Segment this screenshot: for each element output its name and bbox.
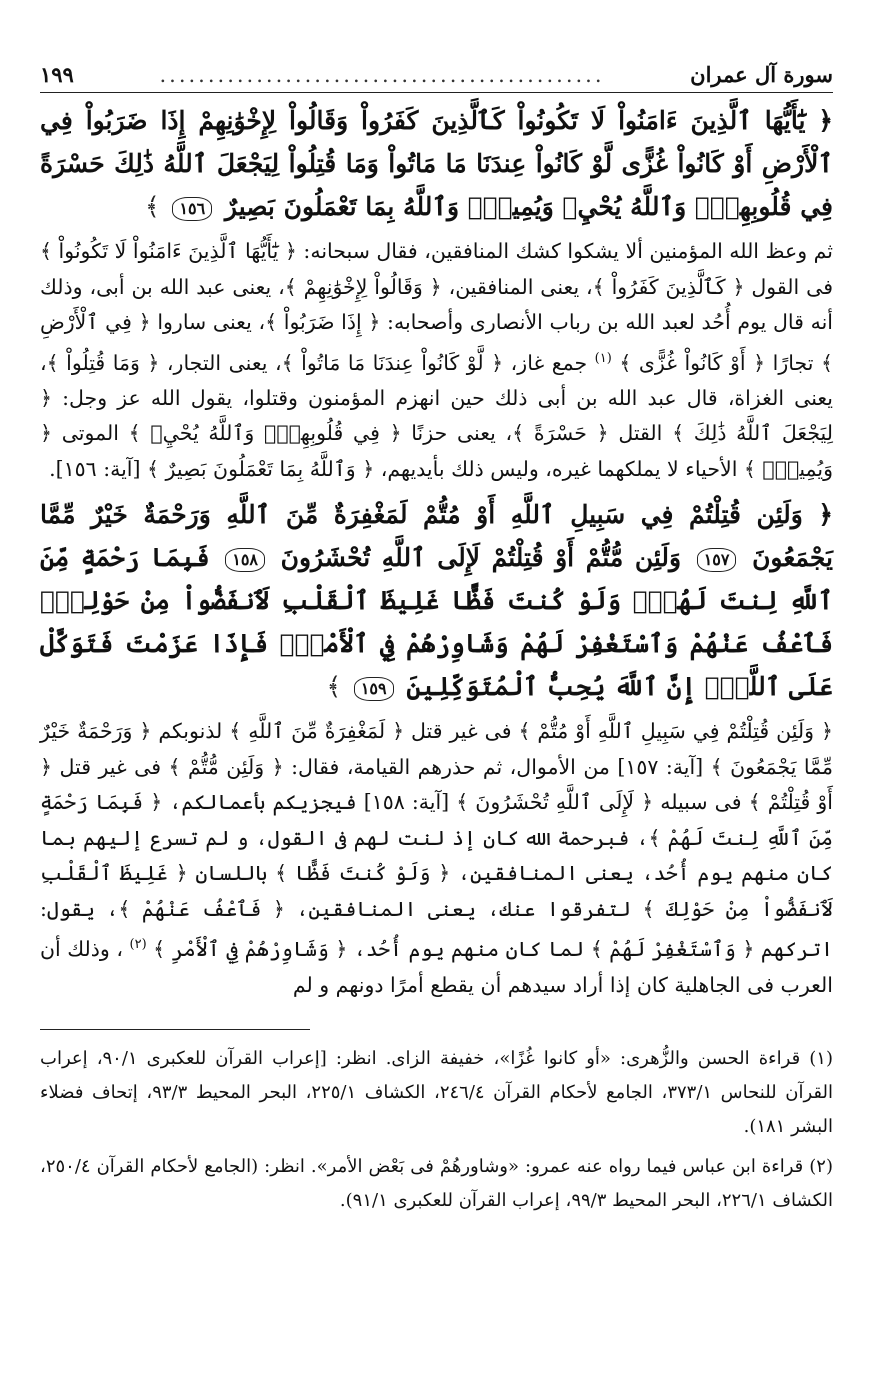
footnote-marker-2: (٢) — [129, 937, 147, 953]
quran-verse-156 — [40, 99, 833, 228]
verse-number-badge-158: ١٥٨ — [225, 548, 265, 572]
footnote-divider — [40, 1029, 310, 1030]
footnote-2: (٢) قراءة ابن عباس فيما رواه عنه عمرو: «وشاورهُمْ فى بَعْض الأمر». انظر: (الجامع لأحكام القرآن ٢٥٠/٤، الكشاف ٢٢٦/١، البحر المحيط ٩٩/٣، إعراب القرآن للعكبرى ٩١/١). — [40, 1156, 833, 1212]
verse-text-157: ﴿ وَلَئِن قُتِلْتُمْ فِي سَبِيلِ ٱللَّهِ أَوْ مُتُّمْ لَمَغْفِرَةٌ مِّنَ ٱللَّهِ وَرَحْمَةٌ خَيْرٌ مِّمَّا يَجْمَعُونَ — [40, 500, 833, 573]
verse-number-badge-159: ١٥٩ — [354, 677, 394, 701]
commentary-paragraph-1 — [40, 234, 833, 487]
commentary-text: ثم وعظ الله المؤمنين ألا يشكوا كشك المنافقين، فقال سبحانه: ﴿ يَٰٓأَيُّهَا ٱلَّذِينَ ءَامَنُواْ لَا تَكُونُواْ ﴾ فى القول ﴿ كَٱلَّذِينَ كَفَرُواْ ﴾، يعنى المنافقين، ﴿ وَقَالُواْ لِإِخْوَٰنِهِمْ ﴾، يعنى عبد الله بن أبى، وذلك أنه قال يوم أُحُد لعبد الله بن رباب الأنصارى وأصحابه: ﴿ إِذَا ضَرَبُواْ ﴾، يعنى ساروا ﴿ فِي ٱلْأَرْضِ ﴾ تجارًا ﴿ أَوْ كَانُواْ غُزًّى ﴾ — [40, 239, 833, 375]
verse-text: ﴿ يَٰٓأَيُّهَا ٱلَّذِينَ ءَامَنُواْ لَا تَكُونُواْ كَٱلَّذِينَ كَفَرُواْ وَقَالُواْ لِإِخْوَٰنِهِمْ إِذَا ضَرَبُواْ فِي ٱلْأَرْضِ أَوْ كَانُواْ غُزًّى لَّوْ كَانُواْ عِندَنَا مَا مَاتُواْ وَمَا قُتِلُواْ لِيَجْعَلَ ٱللَّهُ ذَٰلِكَ حَسْرَةً فِي قُلُوبِهِمْۗ وَٱللَّهُ يُحْيِۦ وَيُمِيتُۗ وَٱللَّهُ بِمَا تَعْمَلُونَ بَصِيرٌ — [40, 106, 833, 221]
header-leader-dots: .............................................. — [159, 63, 605, 87]
verse-close-bracket: ﴾ — [326, 672, 342, 702]
verse-text-158: وَلَئِن مُّتُّمْ أَوْ قُتِلْتُمْ لَإِلَى ٱللَّهِ تُحْشَرُونَ — [280, 543, 682, 573]
footnote-1: (١) قراءة الحسن والزُّهرى: «أو كانوا غُزًا»، خفيفة الزاى. انظر: [إعراب القرآن للعكبرى ٩٠/١، إعراب القرآن للنحاس ٣٧٣/١، الجامع لأحكام القرآن ٢٤٦/٤، الكشاف ٢٢٥/١، البحر المحيط ٩٣/٣، إتحاف فضلاء البشر ١٨١). — [40, 1048, 833, 1138]
verse-text-159: فَبِمَا رَحْمَةٍ مِّنَ ٱللَّهِ لِنتَ لَهُمْۖ وَلَوْ كُنتَ فَظًّا غَلِيظَ ٱلْقَلْبِ لَٱنفَضُّواْ مِنْ حَوْلِكَۖ فَٱعْفُ عَنْهُمْ وَٱسْتَغْفِرْ لَهُمْ وَشَاوِرْهُمْ فِي ٱلْأَمْرِۖ فَإِذَا عَزَمْتَ فَتَوَكَّلْ عَلَى ٱللَّهِۚ إِنَّ ٱللَّهَ يُحِبُّ ٱلْمُتَوَكِّلِينَ — [40, 543, 833, 702]
page-number: ١٩٩ — [40, 62, 74, 87]
footnote-marker-1: (١) — [594, 350, 612, 366]
verse-number-badge: ١٥٦ — [172, 197, 212, 221]
commentary-text: ﴿ وَلَئِن قُتِلْتُمْ فِي سَبِيلِ ٱللَّهِ أَوْ مُتُّمْ ﴾ فى غير قتل ﴿ لَمَغْفِرَةٌ مِّنَ ٱللَّهِ ﴾ لذنوبكم ﴿ وَرَحْمَةٌ خَيْرٌ مِّمَّا يَجْمَعُونَ ﴾ [آية: ١٥٧] من الأموال، ثم حذرهم القيامة، فقال: ﴿ وَلَئِن مُّتُّمْ ﴾ فى غير قتل ﴿ أَوْ قُتِلْتُمْ ﴾ فى سبيله ﴿ لَإِلَى ٱللَّهِ تُحْشَرُونَ ﴾ [آية: ١٥٨] فيجزيكم بأعمالكم، ﴿ فَبِمَا رَحْمَةٍ مِّنَ ٱللَّهِ لِنتَ لَهُمْ ﴾، فبرحمة الله كان إذ لنت لهم فى القول، و لم تسرع إليهم بما كان منهم يوم أُحُد، يعنى المنافقين، ﴿ وَلَوْ كُنتَ فَظًّا ﴾ باللسان ﴿ غَلِيظَ ٱلْقَلْبِ لَٱنفَضُّواْ مِنْ حَوْلِكَ ﴾ لتفرقوا عنك، يعنى المنافقين، ﴿ فَٱعْفُ عَنْهُمْ ﴾، يقول: اتركهم ﴿ وَٱسْتَغْفِرْ لَهُمْ ﴾ لما كان منهم يوم أُحُد، ﴿ وَشَاوِرْهُمْ فِي ٱلْأَمْرِ ﴾ — [40, 719, 834, 962]
verse-close-bracket: ﴾ — [145, 192, 160, 221]
page-header — [40, 58, 833, 93]
surah-title: سورة آل عمران — [690, 62, 833, 87]
commentary-paragraph-2 — [40, 714, 833, 1003]
verse-number-badge-157: ١٥٧ — [697, 548, 737, 572]
commentary-text-continued: جمع غاز، ﴿ لَّوْ كَانُواْ عِندَنَا مَا مَاتُواْ ﴾، يعنى التجار، ﴿ وَمَا قُتِلُواْ ﴾، يعنى الغزاة، قال عبد الله بن أبى ذلك حين انهزم المؤمنون وقتلوا، يقول الله عز وجل: ﴿ لِيَجْعَلَ ٱللَّهُ ذَٰلِكَ ﴾ القتل ﴿ حَسْرَةً ﴾، يعنى حزنًا ﴿ فِي قُلُوبِهِمْۗ وَٱللَّهُ يُحْيِۦ ﴾ الموتى ﴿ وَيُمِيتُۗ ﴾ الأحياء لا يملكهما غيره، وليس ذلك بأيديهم، ﴿ وَٱللَّهُ بِمَا تَعْمَلُونَ بَصِيرٌ ﴾ [آية: ١٥٦]. — [40, 350, 833, 481]
quran-verses-157-159 — [40, 493, 833, 708]
commentary-text-continued: ، وذلك أن العرب فى الجاهلية كان إذا أراد سيدهم أن يقطع أمرًا دونهم و لم — [40, 937, 833, 997]
